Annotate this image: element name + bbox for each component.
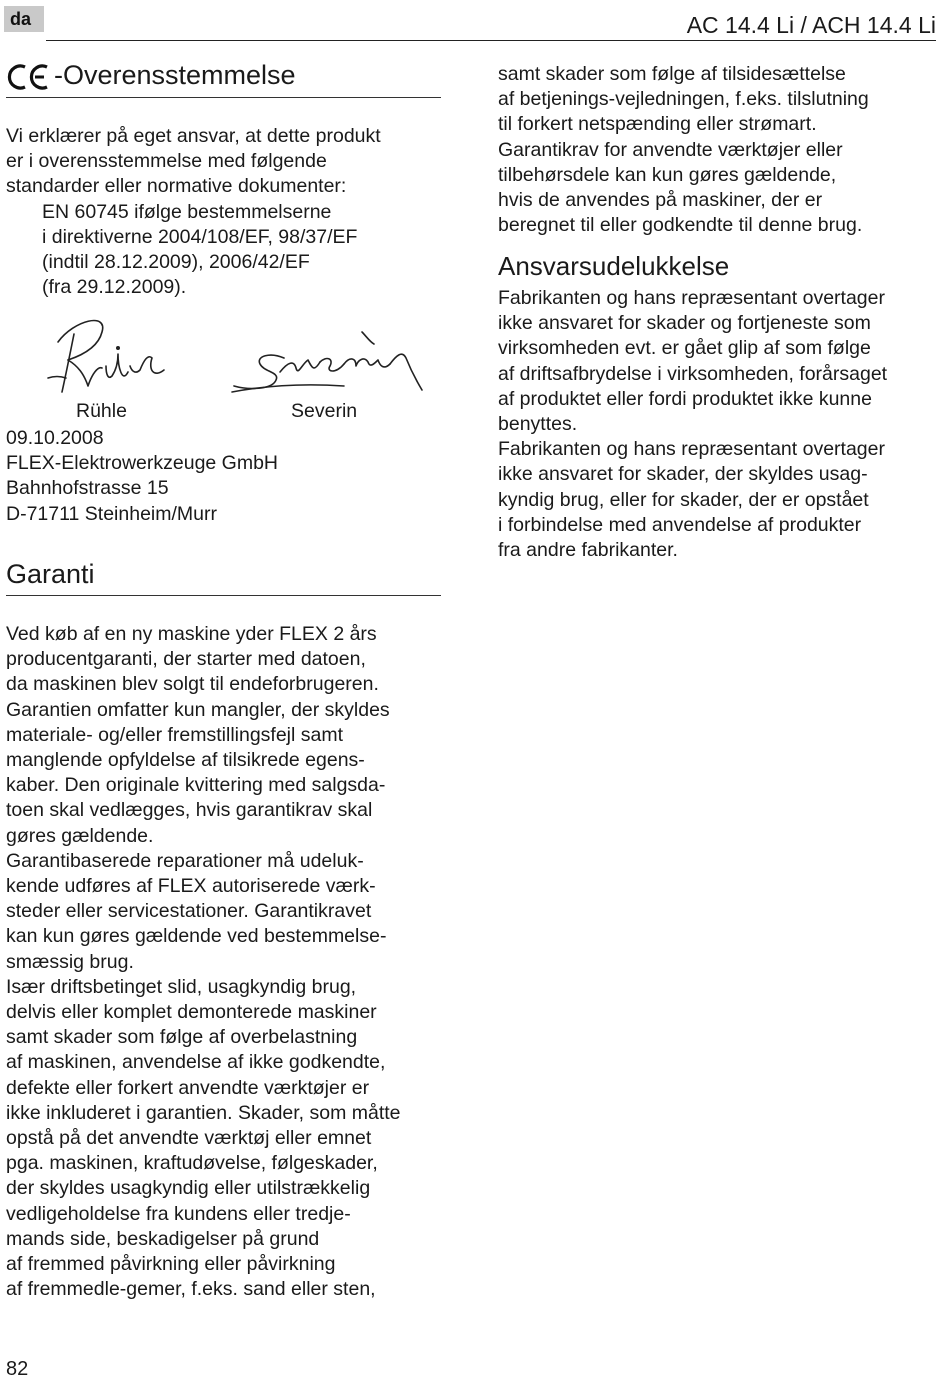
signature-severin — [232, 332, 422, 392]
header-rule — [46, 40, 936, 41]
liability-line: kyndig brug, eller for skader, der er opstået — [498, 488, 869, 511]
liability-line: ikke ansvaret for skader, der skyldes usag- — [498, 463, 868, 486]
warranty-line: Ved køb af en ny maskine yder FLEX 2 års — [6, 623, 377, 645]
conformity-heading — [6, 58, 296, 92]
ce-mark-icon — [6, 62, 52, 92]
warranty-line: manglende opfyldelse af tilsikrede egens- — [6, 749, 365, 772]
warranty-line: Garantien omfatter kun mangler, der skyldes — [6, 698, 390, 721]
warranty-line: af fremmed påvirkning eller påvirkning — [6, 1253, 336, 1276]
warranty-line: pga. maskinen, kraftudøvelse, følgeskader, — [6, 1152, 378, 1175]
warranty-line: delvis eller komplet demonterede maskiner — [6, 1001, 377, 1024]
liability-line: af driftsafbrydelse i virksomheden, forårsaget — [498, 362, 888, 385]
signatory-severin: Severin — [291, 400, 358, 422]
warranty-line: smæssig brug. — [6, 950, 134, 973]
continuation-line: af betjenings-vejledningen, f.eks. tilslutning — [498, 88, 869, 111]
company-address — [6, 426, 278, 527]
continuation-line: tilbehørsdele kan kun gøres gældende, — [498, 163, 837, 186]
warranty-line: gøres gældende. — [6, 824, 154, 847]
warranty-line: opstå på det anvendte værktøj eller emnet — [6, 1127, 372, 1150]
liability-line: benyttes. — [498, 413, 578, 436]
warranty-continuation — [498, 62, 869, 238]
warranty-line: Især driftsbetinget slid, usagkyndig brug, — [6, 975, 357, 998]
liability-line: af produktet eller fordi produktet ikke kunne — [498, 387, 872, 410]
conformity-body — [6, 124, 381, 300]
continuation-line: samt skader som følge af tilsidesættelse — [498, 63, 846, 85]
liability-line: virksomheden evt. er gået glip af som følge — [498, 337, 871, 360]
model-name: AC 14.4 Li / ACH 14.4 Li — [686, 12, 936, 38]
continuation-line: hvis de anvendes på maskiner, der er — [498, 189, 823, 212]
conformity-line: Vi erklærer på eget ansvar, at dette produkt — [6, 125, 381, 147]
conformity-indented-line: EN 60745 ifølge bestemmelserne — [42, 200, 332, 223]
warranty-line: ikke inkluderet i garantien. Skader, som måtte — [6, 1101, 401, 1124]
conformity-title: -Overensstemmelse — [54, 60, 296, 90]
liability-line: ikke ansvaret for skader og fortjeneste som — [498, 312, 871, 335]
warranty-line: da maskinen blev solgt til endeforbrugeren. — [6, 673, 379, 696]
continuation-line: beregnet til eller godkendte til denne brug. — [498, 214, 863, 237]
declaration-date: 09.10.2008 — [6, 427, 104, 449]
warranty-line: af fremmedle-gemer, f.eks. sand eller sten, — [6, 1278, 376, 1301]
conformity-line: standarder eller normative dokumenter: — [6, 175, 347, 198]
company-name: FLEX-Elektrowerkzeuge GmbH — [6, 452, 279, 475]
warranty-line: mands side, beskadigelser på grund — [6, 1227, 320, 1250]
warranty-line: toen skal vedlægges, hvis garantikrav skal — [6, 799, 373, 822]
company-city: D-71711 Steinheim/Murr — [6, 502, 217, 525]
warranty-line: kende udføres af FLEX autoriserede værk- — [6, 875, 376, 898]
company-street: Bahnhofstrasse 15 — [6, 477, 169, 500]
continuation-line: Garantikrav for anvendte værktøjer eller — [498, 138, 843, 161]
warranty-line: kaber. Den originale kvittering med salgsda- — [6, 774, 386, 797]
signature-ruhle — [48, 321, 164, 392]
conformity-heading-rule — [6, 97, 441, 98]
liability-line: i forbindelse med anvendelse af produkter — [498, 513, 862, 536]
signatures-image — [44, 314, 424, 404]
liability-line: Fabrikanten og hans repræsentant overtager — [498, 438, 885, 461]
warranty-line: vedligeholdelse fra kundens eller tredje- — [6, 1202, 351, 1225]
warranty-line: samt skader som følge af overbelastning — [6, 1026, 358, 1049]
warranty-heading-rule — [6, 595, 441, 596]
conformity-line: er i overensstemmelse med følgende — [6, 150, 327, 173]
warranty-line: producentgaranti, der starter med datoen, — [6, 648, 366, 671]
warranty-line: der skyldes usagkyndig eller utilstrækkelig — [6, 1177, 371, 1200]
warranty-line: materiale- og/eller fremstillingsfejl samt — [6, 723, 344, 746]
liability-line: fra andre fabrikanter. — [498, 539, 678, 562]
conformity-indented-line: i direktiverne 2004/108/EF, 98/37/EF — [42, 225, 358, 248]
warranty-line: steder eller servicestationer. Garantikravet — [6, 900, 372, 923]
warranty-line: Garantibaserede reparationer må udeluk- — [6, 849, 364, 872]
warranty-line: defekte eller forkert anvendte værktøjer er — [6, 1076, 370, 1099]
page-number: 82 — [6, 1358, 29, 1380]
liability-line: Fabrikanten og hans repræsentant overtager — [498, 287, 885, 309]
liability-body — [498, 286, 887, 563]
conformity-indented-line: (fra 29.12.2009). — [42, 276, 187, 299]
liability-heading: Ansvarsudelukkelse — [498, 251, 730, 281]
signatory-ruhle: Rühle — [76, 400, 127, 422]
warranty-body — [6, 622, 401, 1302]
warranty-line: af maskinen, anvendelse af ikke godkendte, — [6, 1051, 386, 1074]
conformity-indented-line: (indtil 28.12.2009), 2006/42/EF — [42, 251, 310, 274]
language-tag: da — [4, 6, 44, 32]
warranty-heading: Garanti — [6, 559, 95, 589]
continuation-line: til forkert netspænding eller strømart. — [498, 113, 817, 136]
warranty-line: kan kun gøres gældende ved bestemmelse- — [6, 925, 387, 948]
